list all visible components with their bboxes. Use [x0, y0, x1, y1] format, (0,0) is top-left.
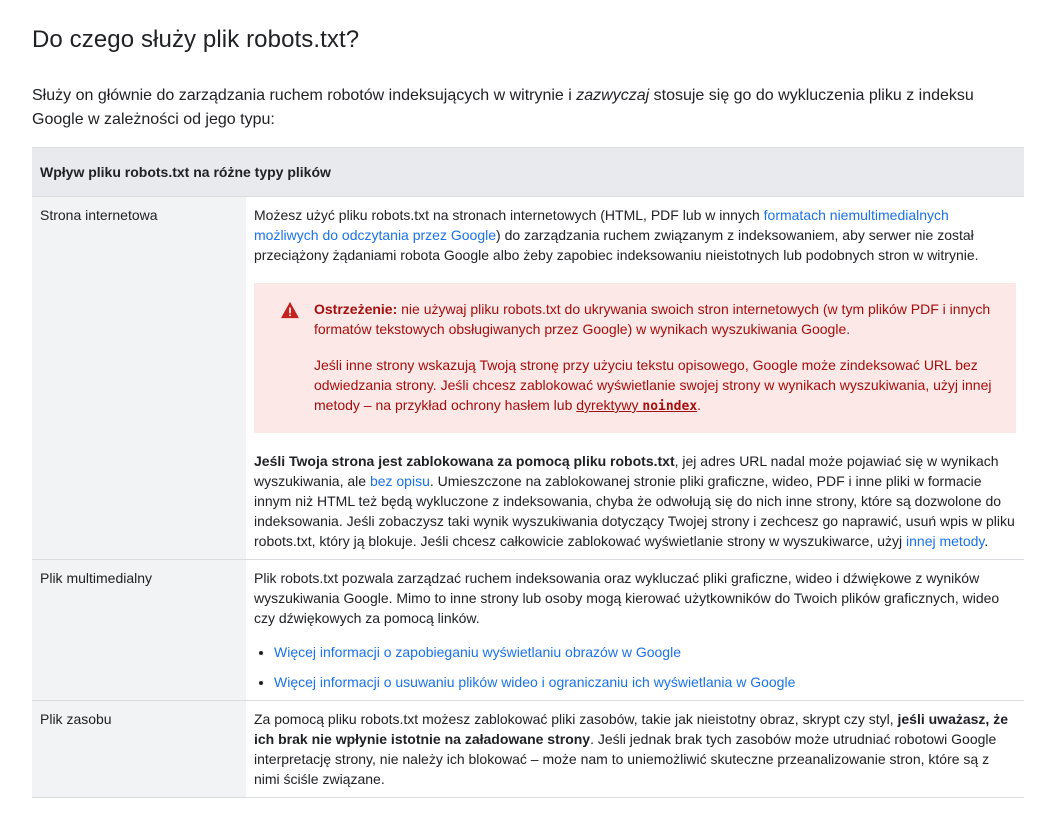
warning-box [254, 283, 1016, 433]
description-cell-media-file [246, 560, 1024, 701]
type-cell-web-page: Strona internetowa [32, 197, 246, 560]
noindex-code: noindex [642, 399, 698, 414]
description-cell-resource-file [246, 701, 1024, 798]
noindex-directive-link[interactable]: dyrektywy noindex [576, 397, 698, 414]
table-header-row [32, 148, 1024, 197]
type-cell-media-file: Plik multimedialny [32, 560, 246, 701]
media-info-links [254, 642, 1016, 692]
table-row [32, 197, 1024, 560]
intro-paragraph: Służy on głównie do zarządzania ruchem robotów indeksujących w witrynie i zazwyczaj stosuje się go do wykluczenia pliku z indeksu Google w zależności od jego typu: [32, 87, 974, 128]
list-item [274, 672, 1016, 692]
warning-label: Ostrzeżenie: [314, 301, 398, 317]
table-header: Wpływ pliku robots.txt na różne typy plików [32, 148, 1024, 197]
table-row [32, 701, 1024, 798]
type-cell-resource-file: Plik zasobu [32, 701, 246, 798]
file-types-table [32, 147, 1024, 798]
without-description-link[interactable]: bez opisu [369, 473, 430, 489]
warning-text-1: Ostrzeżenie: nie używaj pliku robots.txt do ukrywania swoich stron internetowych (w tym plików PDF i innych formatów tekstowych obsługiwanych przez Google) w wynikach wyszukiwania Google. [314, 301, 991, 337]
intro-emphasis: zazwyczaj [576, 87, 650, 104]
page-title: Do czego służy plik robots.txt? [32, 26, 360, 53]
warning-text-2: Jeśli inne strony wskazują Twoją stronę przy użyciu tekstu opisowego, Google może zindeksować URL bez odwiedzania strony. Jeśli chcesz zablokować wyświetlanie swojej strony w wynikach wyszukiwania, użyj innej metody – na przykład ochrony hasłem lub dyrektywy noindex. [314, 357, 992, 414]
media-file-paragraph: Plik robots.txt pozwala zarządzać ruchem indeksowania oraz wykluczać pliki graficzne, wideo i dźwiękowe z wyników wyszukiwania Google. Mimo to inne strony lub osoby mogą kierować użytkowników do Twoich plików graficznych, wideo czy dźwiękowych za pomocą linków. [254, 570, 1000, 626]
resource-file-paragraph: Za pomocą pliku robots.txt możesz zablokować pliki zasobów, takie jak nieistotny obraz, skrypt czy styl, jeśli uważasz, że ich brak nie wpłynie istotnie na załadowane strony. Jeśli jednak brak tych zasobów może utrudniać robotowi Google interpretację strony, nie należy ich blokować – może nam to uniemożliwić skuteczne przeanalizowanie stron, które są z nimi ściśle związane. [254, 711, 1008, 787]
warning-triangle-icon [280, 301, 300, 319]
list-item [274, 642, 1016, 662]
table-row [32, 560, 1024, 701]
non-media-formats-link[interactable]: formatach niemultimedialnych możliwych do odczytania przez Google [254, 207, 949, 243]
description-cell-web-page [246, 197, 1024, 560]
other-method-link[interactable]: innej metody [906, 533, 985, 549]
web-page-paragraph-2: Jeśli Twoja strona jest zablokowana za pomocą pliku robots.txt, jej adres URL nadal może pojawiać się w wynikach wyszukiwania, ale bez opisu. Umieszczone na zablokowanej stronie pliki graficzne, wideo, PDF i inne pliki w formacie innym niż HTML też będą wykluczone z indeksowania, chyba że odwołują się do nich inne strony, które są dozwolone do indeksowania. Jeśli zobaczysz taki wynik wyszukiwania dotyczący Twojej strony i zechcesz go naprawić, usuń wpis w pliku robots.txt, który ją blokuje. Jeśli chcesz całkowicie zablokować wyświetlanie strony w wyszukiwarce, użyj innej metody. [254, 453, 1015, 549]
remove-videos-link[interactable]: Więcej informacji o usuwaniu plików wideo i ograniczaniu ich wyświetlania w Google [274, 674, 796, 690]
web-page-paragraph-1: Możesz użyć pliku robots.txt na stronach internetowych (HTML, PDF lub w innych formatach niemultimedialnych możliwych do odczytania przez Google) do zarządzania ruchem związanym z indeksowaniem, aby serwer nie został przeciążony żądaniami robota Google albo żeby zapobiec indeksowaniu nieistotnych lub podobnych stron w witrynie. [254, 207, 979, 263]
prevent-images-link[interactable]: Więcej informacji o zapobieganiu wyświetlaniu obrazów w Google [274, 644, 681, 660]
